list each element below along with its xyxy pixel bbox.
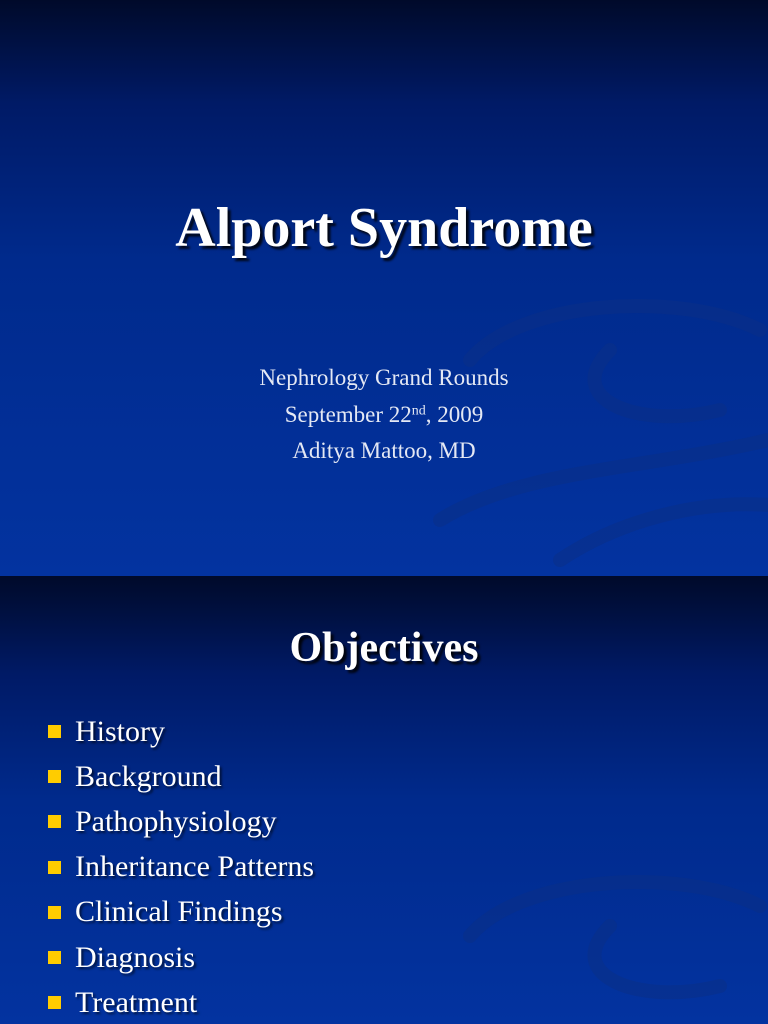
event-date: September 22nd, 2009 [284,401,484,427]
objectives-slide [0,576,768,1024]
square-bullet-icon [48,996,61,1009]
square-bullet-icon [48,951,61,964]
square-bullet-icon [48,906,61,919]
list-item: Diagnosis [48,935,314,980]
square-bullet-icon [48,770,61,783]
list-item: Pathophysiology [48,799,314,844]
square-bullet-icon [48,861,61,874]
list-item: Clinical Findings [48,890,314,935]
square-bullet-icon [48,725,61,738]
slide-subtitle [0,360,768,470]
slide-title: Alport Syndrome [175,197,593,259]
slide-title: Objectives [289,625,479,671]
list-item: Treatment [48,980,314,1024]
event-name: Nephrology Grand Rounds [259,365,509,390]
square-bullet-icon [48,815,61,828]
list-item: Inheritance Patterns [48,845,314,890]
list-item: Background [48,754,314,799]
objectives-list [48,709,314,1024]
presenter-name: Aditya Mattoo, MD [292,438,476,463]
list-item: History [48,709,314,754]
